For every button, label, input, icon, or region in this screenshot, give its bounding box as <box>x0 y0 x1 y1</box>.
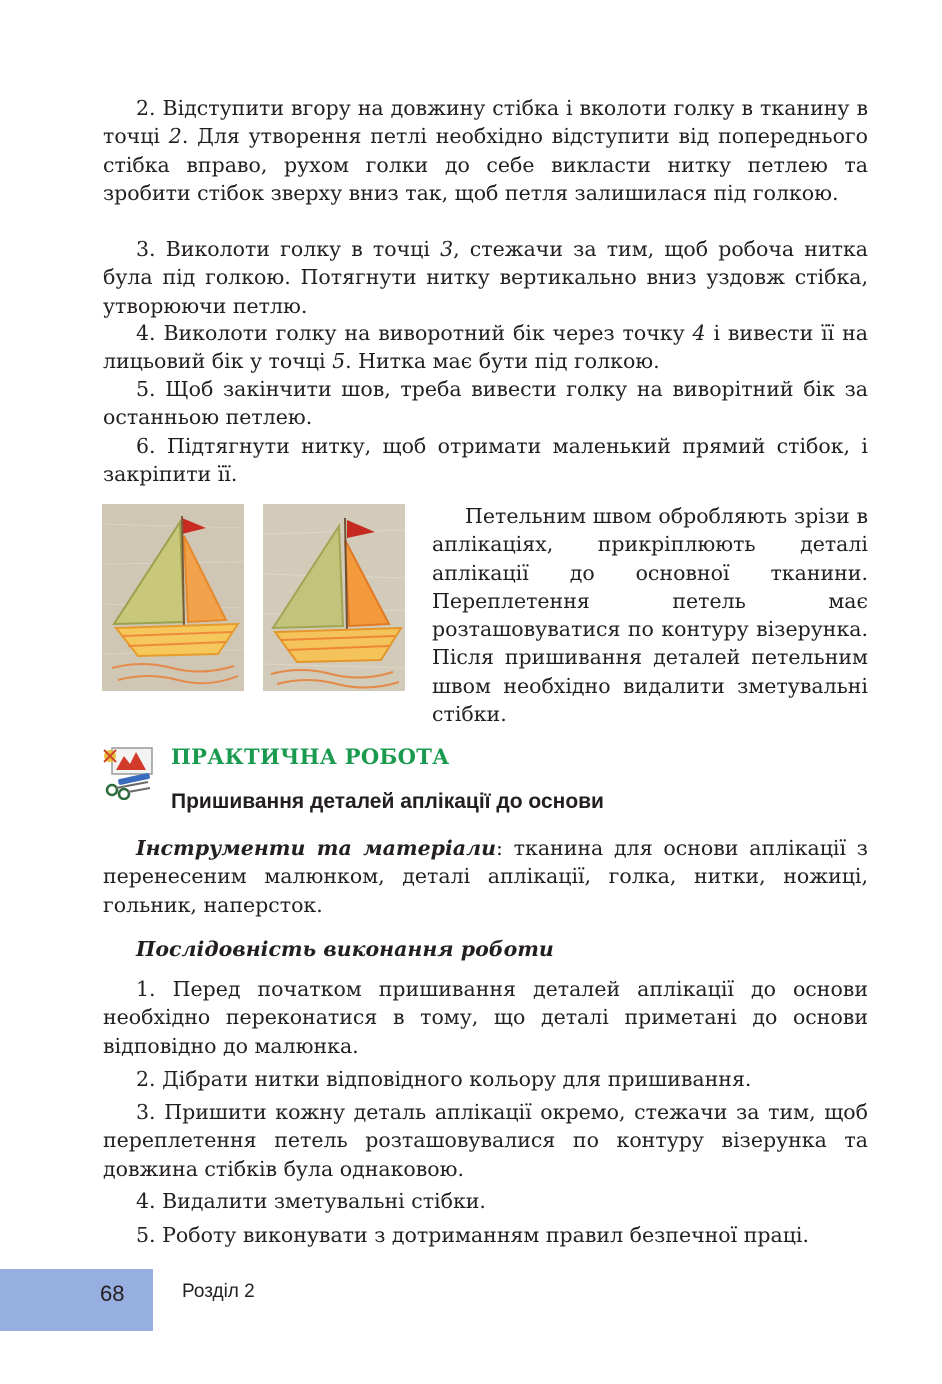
practical-title: ПРАКТИЧНА РОБОТА <box>171 744 450 769</box>
step-3-paragraph: 3. Виколоти голку в точці 3, стежачи за тим, щоб робоча нитка була під голкою. Потягнути нитку вертикально вниз уздовж стібка, утворюючи петлю. <box>103 237 868 318</box>
step-2-paragraph: 2. Відступити вгору на довжину стібка і вколоти голку в тканину в точці 2. Для утворення петлі необхідно відступити від попереднього стібка вправо, рухом голки до себе викласти нитку петлею та зробити стібок зверху вниз так, щоб петля залишилася під голкою. <box>103 96 868 205</box>
step-5-paragraph: 5. Щоб закінчити шов, треба вивести голку на виворітний бік за останньою петлею. <box>103 377 868 430</box>
step-6-paragraph: 6. Підтягнути нитку, щоб отримати маленький прямий стібок, і закріпити її. <box>103 434 868 487</box>
practical-step-4: 4. Видалити зметувальні стібки. <box>136 1189 486 1213</box>
page-number-box <box>0 1269 153 1331</box>
practical-step-1: 1. Перед початком пришивання деталей аплікації до основи необхідно переконатися в тому, що деталі приметані до основи відповідно до малюнка. <box>103 977 868 1058</box>
practical-step-5: 5. Роботу виконувати з дотриманням правил безпечної праці. <box>136 1223 809 1247</box>
step-4-paragraph: 4. Виколоти голку на виворотний бік через точку 4 і вивести її на лицьовий бік у точці 5. Нитка має бути під голкою. <box>103 321 868 374</box>
practical-work-icon <box>102 742 158 800</box>
side-paragraph: Петельним швом обробляють зрізи в аплікаціях, прикріплюють деталі аплікації до основної тканини. Переплетення петель має розташовуватися по контуру візерунка. Після пришивання деталей петельним швом необхідно видалити зметувальні стібки. <box>432 504 868 727</box>
practical-subtitle: Пришивання деталей аплікації до основи <box>171 790 604 813</box>
page-number: 68 <box>100 1281 125 1306</box>
section-label: Розділ 2 <box>182 1281 255 1302</box>
sequence-title: Послідовність виконання роботи <box>136 937 554 961</box>
sailboat-applique-photo-after <box>263 504 405 691</box>
practical-step-3: 3. Пришити кожну деталь аплікації окремо, стежачи за тим, щоб переплетення петель розташовувалися по контуру візерунка та довжина стібків була однаковою. <box>103 1100 868 1181</box>
materials-paragraph: Інструменти та матеріали: тканина для основи аплікації з перенесеним малюнком, деталі аплікації, голка, нитки, ножиці, гольник, наперсток. <box>103 836 868 917</box>
sailboat-applique-photo-before <box>102 504 244 691</box>
practical-step-2: 2. Дібрати нитки відповідного кольору для пришивання. <box>136 1067 752 1091</box>
